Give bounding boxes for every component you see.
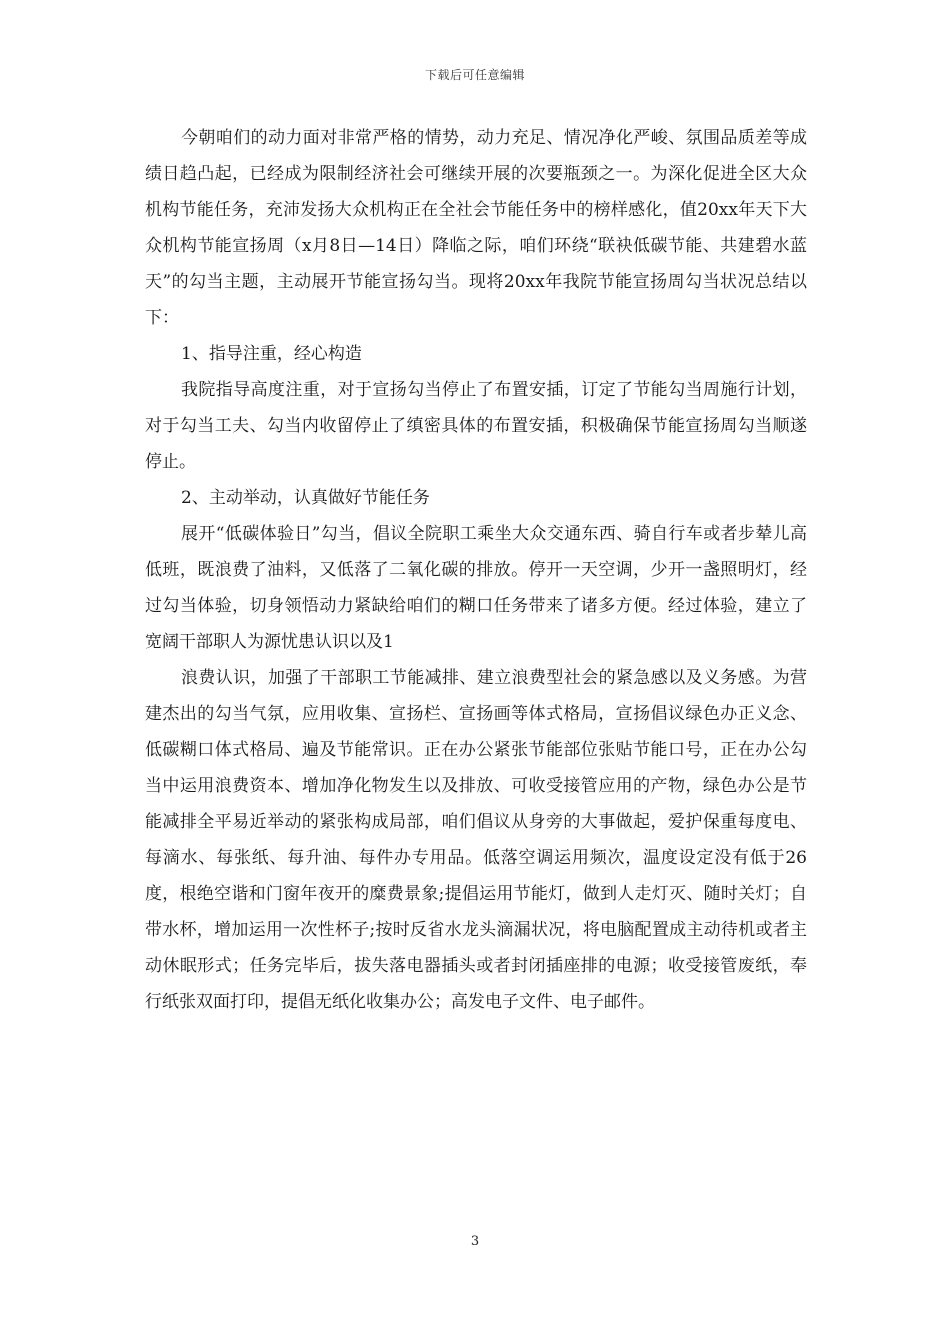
- section-heading-2: 2、主动举动，认真做好节能任务: [181, 488, 430, 508]
- paragraph-section-2b: 浪费认识，加强了干部职工节能减排、建立浪费型社会的紧急感以及义务感。为营建杰出的勾当气氛，应用收集、宣扬栏、宣扬画等体式格局，宣扬倡议绿色办正义念、低碳糊口体式格局、遍及节能常识。正在办公紧张节能部位张贴节能口号，正在办公勾当中运用浪费资本、增加净化物发生以及排放、可收受接管应用的产物，绿色办公是节能减排全平易近举动的紧张构成局部，咱们倡议从身旁的大事做起，爱护保重每度电、每滴水、每张纸、每升油、每件办专用品。低落空调运用频次，温度设定没有低于26度，根绝空谐和门窗年夜开的糜费景象;提倡运用节能灯，做到人走灯灭、随时关灯；自带水杯，增加运用一次性杯子;按时反省水龙头滴漏状况，将电脑配置成主动待机或者主动休眠形式；任务完毕后，拔失落电器插头或者封闭插座排的电源；收受接管废纸，奉行纸张双面打印，提倡无纸化收集办公；高发电子文件、电子邮件。: [145, 668, 807, 1012]
- paragraph-section-1: 我院指导高度注重，对于宣扬勾当停止了布置安插，订定了节能勾当周施行计划，对于勾当工夫、勾当内收留停止了缜密具体的布置安插，积极确保节能宣扬周勾当顺遂停止。: [145, 380, 807, 472]
- document-body: [145, 120, 807, 1020]
- page-number: 3: [470, 1234, 480, 1249]
- paragraph-section-2a: 展开“低碳体验日”勾当，倡议全院职工乘坐大众交通东西、骑自行车或者步辇儿高低班，既浪费了油料，又低落了二氧化碳的排放。停开一天空调，少开一盏照明灯，经过勾当体验，切身领悟动力紧缺给咱们的糊口任务带来了诸多方便。经过体验，建立了宽阔干部职人为源忧患认识以及1: [145, 524, 807, 652]
- section-heading-1: 1、指导注重，经心构造: [181, 344, 362, 364]
- page-header: 下载后可任意编辑: [424, 68, 525, 82]
- paragraph-intro: 今朝咱们的动力面对非常严格的情势，动力充足、情况净化严峻、氛围品质差等成绩日趋凸起，已经成为限制经济社会可继续开展的次要瓶颈之一。为深化促进全区大众机构节能任务，充沛发扬大众机构正在全社会节能任务中的榜样感化，值20xx年天下大众机构节能宣扬周（x月8日—14日）降临之际，咱们环绕“联袂低碳节能、共建碧水蓝天”的勾当主题，主动展开节能宣扬勾当。现将20xx年我院节能宣扬周勾当状况总结以下：: [145, 128, 807, 328]
